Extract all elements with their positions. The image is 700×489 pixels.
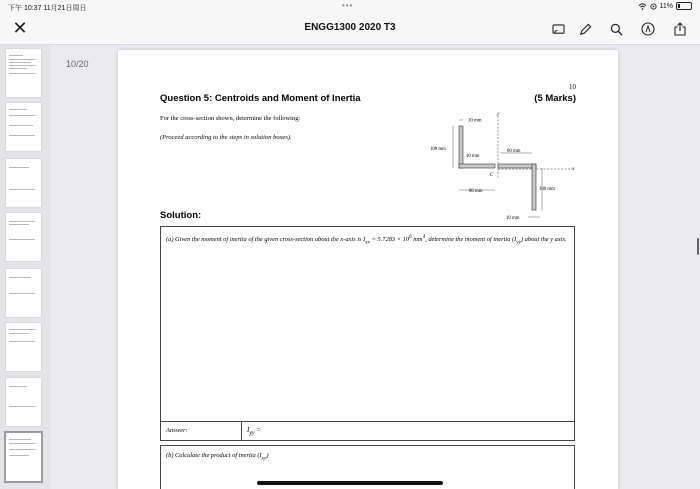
status-bar bbox=[0, 0, 700, 14]
page-thumbnail[interactable] bbox=[6, 378, 41, 426]
scroll-indicator[interactable] bbox=[697, 238, 699, 255]
answer-row bbox=[160, 421, 575, 441]
y-axis-label: y bbox=[497, 111, 500, 117]
answer-iyy-field[interactable]: $I_{yy}$ = bbox=[247, 426, 262, 437]
cast-button[interactable] bbox=[548, 19, 568, 39]
page-indicator: 10/20 bbox=[66, 59, 89, 69]
left-web bbox=[459, 126, 463, 168]
share-icon bbox=[674, 22, 686, 36]
page-thumbnail[interactable] bbox=[6, 213, 41, 261]
home-indicator[interactable] bbox=[257, 481, 443, 485]
question-steps: (Proceed according to the steps in solution boxes). bbox=[160, 134, 292, 141]
cross-section-diagram bbox=[418, 106, 588, 224]
page-thumbnail[interactable] bbox=[6, 323, 41, 371]
page-thumbnail[interactable] bbox=[6, 159, 41, 207]
pencil-icon bbox=[579, 23, 592, 36]
dim-right-flange-label: 80 mm bbox=[507, 149, 521, 154]
right-web bbox=[532, 164, 536, 210]
answer-label: Answer: bbox=[166, 427, 188, 434]
question-title: Question 5: Centroids and Moment of Inertia bbox=[160, 93, 361, 104]
battery-percent: 11% bbox=[659, 2, 673, 10]
dim-left-label: 100 mm bbox=[430, 147, 446, 152]
centroid-label: C bbox=[490, 173, 494, 178]
annotate-button[interactable] bbox=[638, 19, 658, 39]
page-thumbnail[interactable] bbox=[6, 49, 41, 97]
bottom-flange bbox=[459, 164, 495, 168]
close-button[interactable] bbox=[10, 18, 30, 38]
location-icon bbox=[650, 3, 657, 10]
battery-icon bbox=[676, 2, 692, 10]
search-button[interactable] bbox=[606, 19, 626, 39]
page-thumbnail[interactable] bbox=[6, 269, 41, 317]
page-thumbnail-current[interactable] bbox=[6, 433, 41, 481]
right-flange bbox=[498, 164, 536, 168]
document-page bbox=[118, 50, 618, 489]
answer-box-part-a[interactable] bbox=[160, 226, 575, 422]
dim-bottom-label: 10 mm bbox=[506, 216, 520, 221]
wifi-icon bbox=[638, 3, 647, 10]
question-intro: For the cross-section shown, determine the following: bbox=[160, 115, 301, 122]
page-number: 10 bbox=[569, 83, 576, 91]
dim-right-height-label: 100 mm bbox=[539, 187, 555, 192]
cast-icon bbox=[552, 24, 565, 35]
status-time: 下午 10:37 11月21日周日 bbox=[8, 5, 87, 12]
document-title: ENGG1300 2020 T3 bbox=[304, 22, 396, 33]
markup-button[interactable] bbox=[575, 19, 595, 39]
x-axis-label: x bbox=[572, 166, 575, 172]
share-button[interactable] bbox=[670, 19, 690, 39]
status-right bbox=[638, 2, 693, 10]
part-a-question: (a) Given the moment of inertia of the given cross-section about the x-axis is $I_{xx} = 5.7283 \times 10^6$ $mm^4$, determine the moment of inertia $(I_{yy})$ about the y axis. bbox=[166, 234, 567, 246]
page-thumbnail[interactable] bbox=[6, 103, 41, 151]
dim-bottom-flange-label: 80 mm bbox=[469, 189, 483, 194]
search-icon bbox=[610, 23, 623, 36]
pen-circle-icon bbox=[641, 22, 655, 36]
toolbar bbox=[0, 14, 700, 45]
part-b-question: (b) Calculate the product of inertia $(I_{xy})$ bbox=[166, 452, 269, 462]
page-thumbnail-sidebar bbox=[0, 45, 50, 489]
dim-top-label: 10 mm bbox=[468, 118, 482, 124]
multitask-dots[interactable]: ••• bbox=[342, 1, 354, 10]
dim-inner-label: 10 mm bbox=[466, 154, 480, 159]
close-icon: ✕ bbox=[12, 18, 28, 38]
solution-heading: Solution: bbox=[160, 210, 202, 221]
marks-label: (5 Marks) bbox=[534, 93, 576, 104]
